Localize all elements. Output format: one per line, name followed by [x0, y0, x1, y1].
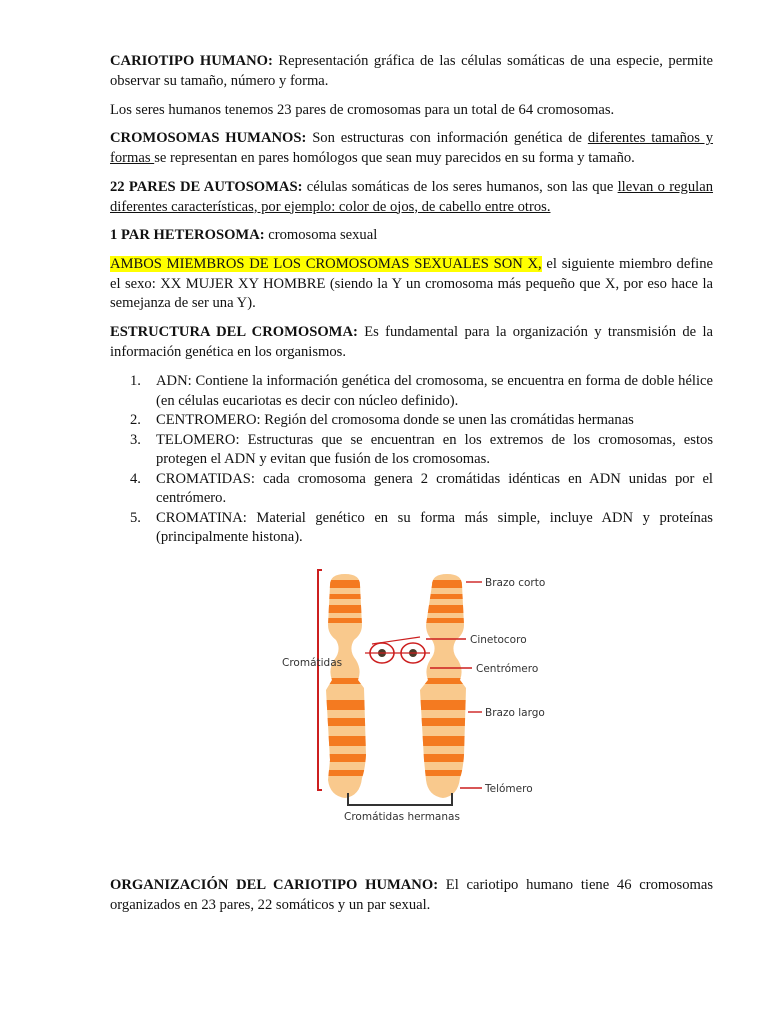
- paragraph-cariotipo: [110, 52, 713, 91]
- paragraph-cromosomas-humanos: [110, 129, 713, 168]
- underlined-text-formas: diferentes tamaños y formas: [110, 130, 713, 166]
- text-cromosomas-humanos-1: Son estructuras con información genética de: [306, 130, 588, 146]
- label-centromero: Centrómero: [476, 663, 539, 675]
- label-cromatidas-hermanas: Cromátidas hermanas: [344, 811, 460, 823]
- list-item: [110, 372, 713, 411]
- text-organizacion: El cariotipo humano tiene 46 cromosomas organizados en 23 pares, 22 somáticos y un par sexual.: [110, 877, 714, 913]
- list-text: CROMATINA: Material genético en su forma más simple, incluye ADN y proteínas (principalmente histona).: [156, 509, 713, 545]
- text-heterosoma: cromosoma sexual: [264, 227, 378, 243]
- list-text: TELOMERO: Estructuras que se encuentran en los extremos de los cromosomas, estos protegen el ADN y evitan que fusión de los cromosomas.: [156, 431, 713, 467]
- list-number: 2.: [130, 412, 141, 428]
- heading-estructura: ESTRUCTURA DEL CROMOSOMA:: [110, 324, 358, 340]
- text-cromosomas-humanos-2: se representan en pares homólogos que sean muy parecidos en su forma y tamaño.: [154, 149, 635, 166]
- left-chromatid: [310, 570, 380, 805]
- text-cariotipo: Representación gráfica de las células somáticas de una especie, permite observar su tamaño, número y forma.: [110, 53, 713, 89]
- chromosome-diagram: [270, 560, 560, 835]
- paragraph-seres-humanos: [110, 101, 713, 121]
- list-item: [110, 470, 713, 509]
- text-estructura: Es fundamental para la organización y transmisión de la información genética en los organismos.: [110, 324, 713, 360]
- heading-autosomas: 22 PARES DE AUTOSOMAS:: [110, 179, 303, 195]
- label-cromatidas: Cromátidas: [282, 657, 343, 669]
- structure-list: [110, 372, 713, 548]
- heading-cromosomas-humanos: CROMOSOMAS HUMANOS:: [110, 130, 307, 146]
- list-text: ADN: Contiene la información genética del cromosoma, se encuentra en forma de doble hélice (en células eucariotas es decir con núcleo definido).: [156, 373, 713, 409]
- highlighted-text-sexuales: AMBOS MIEMBROS DE LOS CROMOSOMAS SEXUALES SON X,: [110, 256, 542, 272]
- list-number: 5.: [130, 509, 141, 526]
- list-item: [110, 431, 713, 470]
- list-number: 1.: [130, 373, 141, 389]
- text-seres-humanos: Los seres humanos tenemos 23 pares de cromosomas para un total de 64 cromosomas.: [110, 102, 615, 118]
- label-brazo-corto: Brazo corto: [485, 577, 546, 589]
- list-item: [110, 509, 713, 548]
- text-autosomas: células somáticas de los seres humanos, son las que: [302, 179, 618, 195]
- paragraph-cromosomas-sexuales: [110, 255, 713, 314]
- list-number: 4.: [130, 470, 141, 487]
- label-telomero: Telómero: [485, 783, 533, 795]
- right-chromatid: [410, 570, 480, 805]
- paragraph-estructura: [110, 323, 713, 362]
- paragraph-organizacion: [110, 876, 713, 915]
- paragraph-autosomas: [110, 178, 713, 217]
- cromatidas-bracket: [318, 570, 322, 790]
- heading-heterosoma: 1 PAR HETEROSOMA:: [110, 227, 265, 243]
- list-text: CROMATIDAS: cada cromosoma genera 2 cromátidas idénticas en ADN unidas por el centrómero.: [156, 470, 713, 506]
- label-cinetocoro: Cinetocoro: [470, 634, 527, 646]
- heading-organizacion: ORGANIZACIÓN DEL CARIOTIPO HUMANO:: [110, 877, 439, 893]
- text-cromosomas-sexuales: el siguiente miembro define el sexo: XX MUJER XY HOMBRE (siendo la Y un cromosoma más pequeño que X, por eso hace la semejanza de ser una Y).: [110, 256, 714, 311]
- label-brazo-largo: Brazo largo: [485, 707, 545, 719]
- list-text: CENTROMERO: Región del cromosoma donde se unen las cromátidas hermanas: [156, 412, 634, 428]
- paragraph-heterosoma: [110, 226, 713, 246]
- list-number: 3.: [130, 431, 141, 448]
- chromosome-illustration: [270, 560, 560, 835]
- underlined-text-caracteristicas: llevan o regulan diferentes características, por ejemplo: color de ojos, de cabello entre otros.: [110, 179, 713, 215]
- heading-cariotipo: CARIOTIPO HUMANO:: [110, 53, 273, 69]
- list-item: [110, 411, 713, 431]
